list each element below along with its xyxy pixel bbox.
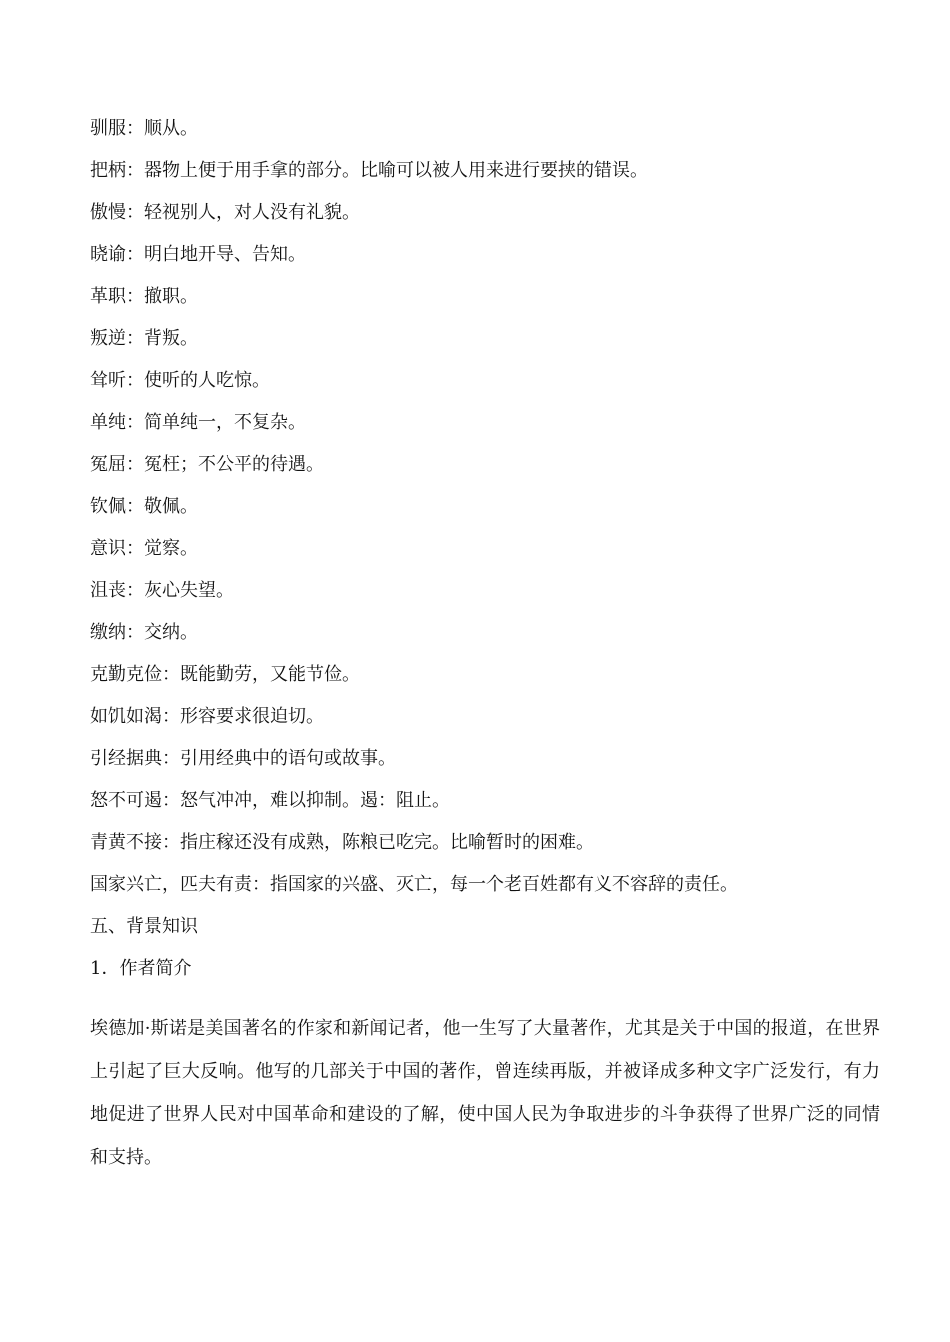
subsection-heading: 1．作者简介 — [90, 958, 192, 979]
section-heading: 五、背景知识 — [90, 916, 198, 937]
definition-line: 叛逆：背叛。 — [90, 328, 198, 349]
definition-line: 如饥如渴：形容要求很迫切。 — [90, 706, 324, 727]
definition-line: 耸听：使听的人吃惊。 — [90, 370, 270, 391]
definition-line: 把柄：器物上便于用手拿的部分。比喻可以被人用来进行要挟的错误。 — [90, 160, 648, 181]
definition-line: 怒不可遏：怒气冲冲，难以抑制。遏：阻止。 — [90, 790, 450, 811]
definition-line: 驯服：顺从。 — [90, 118, 198, 139]
definition-line: 沮丧：灰心失望。 — [90, 580, 234, 601]
definition-line: 意识：觉察。 — [90, 538, 198, 559]
document-page — [90, 118, 880, 1179]
definition-line: 缴纳：交纳。 — [90, 622, 198, 643]
definition-line: 克勤克俭：既能勤劳，又能节俭。 — [90, 664, 360, 685]
definition-line: 傲慢：轻视别人，对人没有礼貌。 — [90, 202, 360, 223]
definition-line: 钦佩：敬佩。 — [90, 496, 198, 517]
author-paragraph: 埃德加·斯诺是美国著名的作家和新闻记者，他一生写了大量著作，尤其是关于中国的报道，在世界上引起了巨大反响。他写的几部关于中国的著作，曾连续再版，并被译成多种文字广泛发行，有力地促进了世界人民对中国革命和建设的了解，使中国人民为争取进步的斗争获得了世界广泛的同情和支持。 — [90, 1018, 880, 1168]
definition-line: 单纯：简单纯一，不复杂。 — [90, 412, 306, 433]
definition-line: 晓谕：明白地开导、告知。 — [90, 244, 306, 265]
definition-line: 革职：撤职。 — [90, 286, 198, 307]
definition-line: 引经据典：引用经典中的语句或故事。 — [90, 748, 396, 769]
definition-line: 冤屈：冤枉；不公平的待遇。 — [90, 454, 324, 475]
definition-line: 国家兴亡，匹夫有责：指国家的兴盛、灭亡，每一个老百姓都有义不容辞的责任。 — [90, 874, 738, 895]
definition-line: 青黄不接：指庄稼还没有成熟，陈粮已吃完。比喻暂时的困难。 — [90, 832, 594, 853]
